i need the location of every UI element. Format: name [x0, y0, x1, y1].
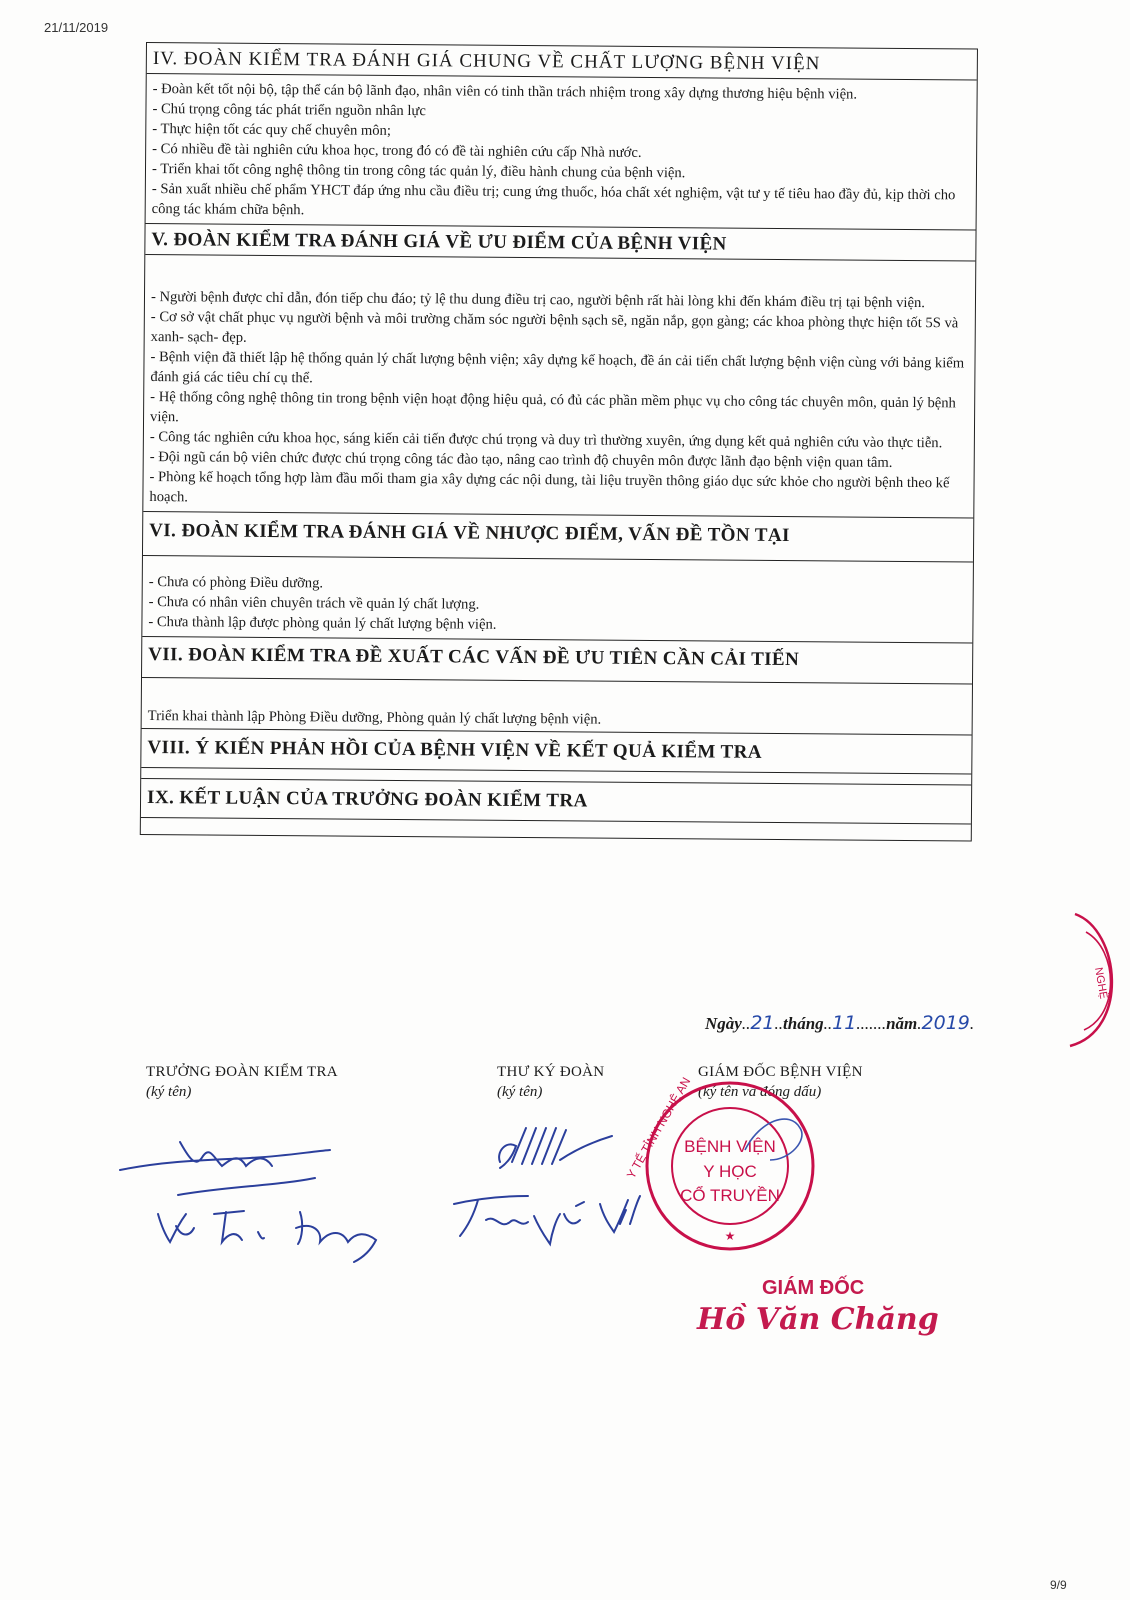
date-year-label: năm: [886, 1014, 918, 1033]
print-date: 21/11/2019: [44, 20, 109, 35]
list-item: - Chưa có nhân viên chuyên trách về quản lý chất lượng.: [148, 594, 480, 613]
list-item: - Đoàn kết tốt nội bộ, tập thể cán bộ lãnh đạo, nhân viên có tinh thần trách nhiệm trong xây dựng thương hiệu bệnh viện.: [152, 81, 858, 103]
secretary-role: THƯ KÝ ĐOÀN: [497, 1064, 605, 1080]
section-6-title: VI. ĐOÀN KIỂM TRA ĐÁNH GIÁ VỀ NHƯỢC ĐIỂM, VẤN ĐỀ TỒN TẠI: [143, 512, 973, 563]
stamp-ring-text: Y TẾ TỈNH NGHỆ AN: [623, 1074, 694, 1182]
director-name: Hồ Văn Chăng: [697, 1302, 939, 1337]
director-note: (ký tên và đóng dấu): [698, 1084, 822, 1100]
list-item: - Hệ thống công nghệ thông tin trong bệnh viện hoạt động hiệu quả, có đủ các phần mềm phục vụ cho công tác chuyên môn, quản lý bệnh viện.: [149, 389, 956, 426]
list-item: - Triển khai tốt công nghệ thông tin trong công tác quản lý, điều hành chung của bệnh viện.: [151, 161, 686, 182]
list-item: - Người bệnh được chỉ dẫn, đón tiếp chu đáo; tỷ lệ thu dung điều trị cao, người bệnh rất hài lòng khi đến khám điều trị tại bệnh viện.: [150, 289, 926, 312]
date-month-label: tháng: [783, 1014, 824, 1033]
list-item: - Cơ sở vật chất phục vụ người bệnh và môi trường chăm sóc người bệnh sạch sẽ, ngăn nắp, gọn gàng; các khoa phòng thực hiện tốt 5S và xanh- sạch- đẹp.: [150, 309, 959, 346]
list-item: - Đội ngũ cán bộ viên chức được chú trọng công tác đào tạo, nâng cao trình độ chuyên môn được lãnh đạo bệnh viện quan tâm.: [149, 449, 893, 471]
stamp-star-icon: ★: [724, 1229, 736, 1243]
list-item: - Phòng kế hoạch tổng hợp làm đầu mối tham gia xây dựng các nội dung, tài liệu truyền thông giáo dục sức khỏe cho người bệnh theo kế hoạch.: [149, 469, 950, 506]
list-item: - Công tác nghiên cứu khoa học, sáng kiến cải tiến được chú trọng và duy trì thường xuyên, ứng dụng kết quả nghiên cứu vào thực tiễn.: [149, 429, 943, 452]
list-item: Triển khai thành lập Phòng Điều dưỡng, Phòng quản lý chất lượng bệnh viện.: [147, 708, 602, 728]
list-item: - Có nhiều đề tài nghiên cứu khoa học, trong đó có đề tài nghiên cứu cấp Nhà nước.: [152, 141, 642, 161]
date-month-value: 11: [832, 1012, 857, 1034]
date-year-value: 2019: [921, 1012, 970, 1034]
list-item: - Chú trọng công tác phát triển nguồn nhân lực: [152, 101, 426, 120]
section-7-title: VII. ĐOÀN KIỂM TRA ĐỀ XUẤT CÁC VẤN ĐỀ ƯU TIÊN CẦN CẢI TIẾN: [142, 637, 972, 685]
list-item: - Thực hiện tốt các quy chế chuyên môn;: [152, 121, 392, 139]
chief-role: TRƯỞNG ĐOÀN KIỂM TRA: [146, 1064, 338, 1080]
section-5-title: V. ĐOÀN KIỂM TRA ĐÁNH GIÁ VỀ ƯU ĐIỂM CỦA BỆNH VIỆN: [145, 224, 975, 262]
side-seal-text: NGHỆ: [1092, 966, 1110, 1000]
list-item: - Chưa thành lập được phòng quản lý chất lượng bệnh viện.: [148, 614, 497, 633]
page-number: 9/9: [1050, 1578, 1067, 1592]
section-4-title: IV. ĐOÀN KIỂM TRA ĐÁNH GIÁ CHUNG VỀ CHẤT LƯỢNG BỆNH VIỆN: [147, 43, 977, 81]
section-8-title: VIII. Ý KIẾN PHẢN HỒI CỦA BỆNH VIỆN VỀ KẾT QUẢ KIỂM TRA: [141, 729, 971, 775]
stamp-line-2: Y HỌC: [703, 1162, 757, 1181]
chief-note: (ký tên): [146, 1084, 192, 1100]
hospital-stamp: [623, 1074, 813, 1249]
stamp-line-3: CỔ TRUYỀN: [680, 1186, 780, 1205]
date-day-label: Ngày: [705, 1014, 742, 1033]
director-title: GIÁM ĐỐC: [762, 1277, 865, 1299]
secretary-note: (ký tên): [497, 1084, 543, 1100]
stamp-line-1: BỆNH VIỆN: [684, 1137, 776, 1156]
date-day-value: 21: [750, 1012, 775, 1034]
side-seal: [1070, 914, 1112, 1046]
director-role: GIÁM ĐỐC BỆNH VIỆN: [698, 1064, 863, 1080]
list-item: - Bệnh viện đã thiết lập hệ thống quản lý chất lượng bệnh viện; xây dựng kế hoạch, đề án cải tiến chất lượng bệnh viện cùng với bảng kiểm đánh giá các tiêu chí cụ thể.: [150, 349, 965, 387]
section-9-title: IX. KẾT LUẬN CỦA TRƯỞNG ĐOÀN KIỂM TRA: [141, 779, 971, 825]
date-line: Ngày..21..tháng..11.......năm.2019.: [705, 1012, 975, 1034]
secretary-signature: [454, 1128, 640, 1244]
chief-signature: [120, 1142, 376, 1262]
list-item: - Sản xuất nhiều chế phẩm YHCT đáp ứng nhu cầu điều trị; cung ứng thuốc, hóa chất xét nghiệm, vật tư y tế tiêu hao đầy đủ, kịp thời cho công tác khám chữa bệnh.: [151, 181, 956, 219]
list-item: - Chưa có phòng Điều dưỡng.: [148, 574, 324, 592]
